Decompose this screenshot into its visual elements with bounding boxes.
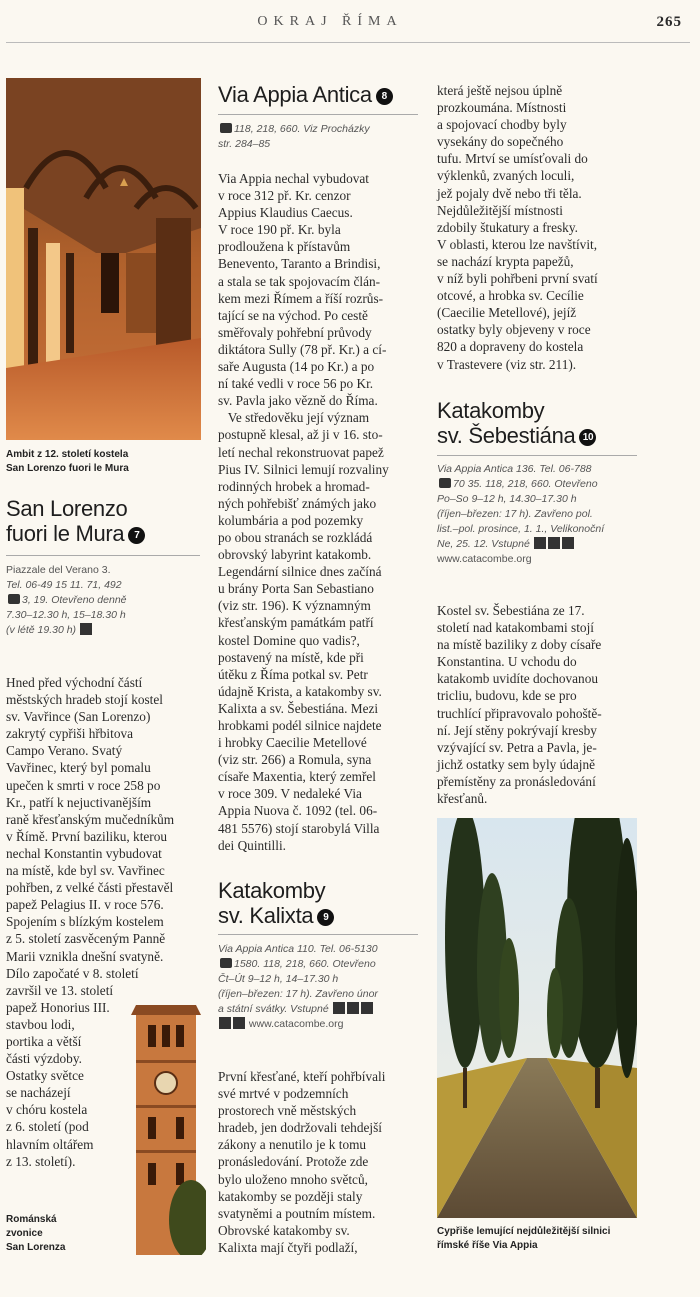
- title-line: sv. Šebestiána: [437, 423, 576, 448]
- text-line: Benevento, Taranto a Brindisi,: [218, 256, 381, 272]
- text-line: ných pohřebišť známých jako: [218, 495, 377, 511]
- info-line: Via Appia Antica 136. Tel. 06-788: [437, 463, 592, 475]
- text-line: Kostel sv. Šebestiána ze 17.: [437, 603, 585, 618]
- text-line: hradeb, jen dodržovali tehdejší: [218, 1120, 382, 1136]
- number-badge: 9: [317, 909, 334, 926]
- title-line: Via Appia Antica: [218, 82, 372, 107]
- info-line: (říjen–březen: 17 h). Zavřeno únor: [218, 988, 378, 1000]
- info-san-lorenzo: [6, 563, 202, 638]
- text-line: tající se na východ. Po cestě: [218, 307, 368, 323]
- text-line: portika a větší: [6, 1033, 82, 1049]
- text-line: postavený na místě, kde při: [218, 649, 364, 665]
- website-icon: [233, 1017, 245, 1029]
- bus-icon: [220, 123, 232, 133]
- header-rule: [6, 42, 690, 43]
- section-title-sebestiana: [437, 398, 647, 448]
- via-appia-cypress-photo: [437, 818, 637, 1218]
- text-line: V oblasti, kterou lze navštívit,: [437, 236, 598, 252]
- cloister-caption: [6, 448, 206, 476]
- text-line: z 6. století (pod: [6, 1119, 89, 1135]
- text-line: Konstantina. U vchodu do: [437, 654, 577, 670]
- text-line: Marii vznikla dnešní svatyně.: [6, 948, 164, 964]
- text-line: Hned před východní částí: [6, 675, 143, 690]
- shop-icon: [534, 537, 546, 549]
- caption-line: zvonice: [6, 1228, 43, 1239]
- text-line: postupně klesal, až ji v 16. sto-: [218, 427, 383, 443]
- text-line: jichž ostatky sem byly údajně: [437, 756, 596, 772]
- text-line: (Caecilie Metellové), jejíž: [437, 305, 577, 321]
- text-line: Kr., patří k nejuctivanějším: [6, 794, 152, 810]
- text-line: pohřben, z velké části přestavěl: [6, 880, 174, 896]
- no-photo-icon: [548, 537, 560, 549]
- info-line: 1580. 118, 218, 660. Otevřeno: [234, 958, 376, 970]
- text-line: Appius Klaudius Caecus.: [218, 205, 353, 221]
- text-line: stavbou lodi,: [6, 1016, 75, 1032]
- text-line: truchlící připravovalo pohoště-: [437, 705, 602, 721]
- text-line: po obou stranách se rozkládá: [218, 529, 373, 545]
- no-photo-icon: [347, 1002, 359, 1014]
- text-line: a stala se tak spojovacím člán-: [218, 273, 381, 289]
- caption-line: Ambit z 12. století kostela: [6, 449, 129, 460]
- text-line: 820 a dopraveny do kostela: [437, 339, 584, 355]
- title-line: Katakomby: [218, 878, 326, 903]
- text-line: části výzdoby.: [6, 1051, 82, 1067]
- text-line: z 13. století).: [6, 1153, 76, 1169]
- info-line: a státní svátky. Vstupné: [218, 1003, 329, 1015]
- guide-icon: [361, 1002, 373, 1014]
- text-line: Via Appia nechal vybudovat: [218, 171, 369, 186]
- text-line: na místě baziliky z doby císaře: [437, 637, 602, 653]
- info-line: Čt–Út 9–12 h, 14–17.30 h: [218, 973, 339, 985]
- text-line: směřovaly pohřební průvody: [218, 324, 372, 340]
- cafe-icon: [219, 1017, 231, 1029]
- text-line: ostatky byly objeveny v roce: [437, 322, 591, 338]
- text-line: se nachází krypta papežů,: [437, 253, 574, 269]
- text-line: z 5. století zasvěceným Panně: [6, 931, 166, 947]
- text-line: Ostatky světce: [6, 1068, 84, 1084]
- text-line: (viz str. 266) a Romula, syna: [218, 752, 372, 768]
- info-kalixta: [218, 942, 423, 1032]
- section-title-san-lorenzo: [6, 496, 201, 546]
- body-kalixta: [218, 1068, 423, 1256]
- title-line: Katakomby: [437, 398, 545, 423]
- info-line: (v létě 19.30 h): [6, 624, 77, 636]
- text-line: v roce 312 př. Kr. cenzor: [218, 188, 351, 204]
- text-line: hrobkami podél silnice najdete: [218, 718, 382, 733]
- number-badge: 7: [128, 527, 145, 544]
- text-line: První křesťané, kteří pohřbívali: [218, 1069, 386, 1084]
- body-kalixta-continued: [437, 82, 647, 373]
- bell-tower-photo: [126, 1005, 206, 1255]
- text-line: letí nechal rekonstruovat papež: [218, 444, 384, 460]
- info-line: 7.30–12.30 h, 15–18.30 h: [6, 609, 126, 621]
- text-line: obrovský labyrint katakomb.: [218, 547, 372, 563]
- text-line: završil ve 13. století: [6, 982, 114, 998]
- website-link[interactable]: www.catacombe.org: [248, 1018, 344, 1030]
- shop-icon: [333, 1002, 345, 1014]
- text-line: v Římě. První baziliku, kterou: [6, 828, 168, 844]
- text-line: údajně Krista, a katakomby sv.: [218, 683, 382, 699]
- text-line: katakomb uvidíte dochovanou: [437, 671, 599, 687]
- info-line: list.–pol. prosince, 1. 1., Velikonoční: [437, 523, 605, 535]
- cypress-caption: [437, 1225, 647, 1253]
- text-line: která ještě nejsou úplně: [437, 83, 563, 98]
- text-line: diktátora Sully (78 př. Kr.) a cí-: [218, 341, 387, 357]
- text-line: století nad katakombami stojí: [437, 620, 594, 636]
- text-line: přemístěny za pronásledování: [437, 773, 596, 789]
- text-line: kostel Domine quo vadis?,: [218, 632, 360, 648]
- text-line: (viz str. 196). K významným: [218, 598, 371, 614]
- text-line: V roce 190 př. Kr. byla: [218, 222, 341, 238]
- text-line: v roce 309. V nedaleké Via: [218, 786, 362, 802]
- text-line: zakrytý cypřiši hřbitova: [6, 726, 134, 742]
- text-line: sv. Pavla jako vězně do Říma.: [218, 393, 378, 409]
- text-line: Obrovské katakomby sv.: [218, 1222, 350, 1238]
- text-line: zákony a nenutilo je k tomu: [218, 1137, 367, 1153]
- caption-line: římské říše Via Appia: [437, 1240, 538, 1251]
- caption-line: Cypřiše lemující nejdůležitější silnici: [437, 1226, 611, 1237]
- text-line: ní také vedli v roce 56 po Kr.: [218, 376, 374, 392]
- info-via-appia: [218, 122, 418, 152]
- text-line: 481 5576) stojí starobylá Villa: [218, 820, 380, 836]
- body-sebestiana: [437, 602, 647, 807]
- number-badge: 8: [376, 88, 393, 105]
- info-line: 118, 218, 660. Viz Procházky: [234, 123, 370, 135]
- text-line: městských hradeb stojí kostel: [6, 692, 163, 708]
- info-line: (říjen–březen: 17 h). Zavřeno pol.: [437, 508, 593, 520]
- text-line: pronásledování. Protože zde: [218, 1154, 369, 1170]
- text-line: bylo uloženo mnoho světců,: [218, 1171, 368, 1187]
- info-line: Tel. 06-49 15 11. 71, 492: [6, 579, 122, 591]
- text-line: Spojením s blízkým kostelem: [6, 914, 164, 930]
- text-line: papež Pelagius II. v roce 576.: [6, 897, 164, 913]
- text-line: i hrobky Caecilie Metellové: [218, 735, 367, 751]
- text-line: vysekány do sopečného: [437, 134, 564, 150]
- website-link[interactable]: www.catacombe.org: [437, 553, 532, 565]
- text-line: křesťanů.: [437, 791, 488, 807]
- info-line: 3, 19. Otevřeno denně: [22, 594, 127, 606]
- text-line: upečen k smrti v roce 258 po: [6, 777, 161, 793]
- text-line: na místě, kde byl sv. Vavřinec: [6, 863, 165, 879]
- text-line: Kalixta mají čtyři podlaží,: [218, 1239, 358, 1255]
- text-line: v chóru kostela: [6, 1102, 88, 1118]
- text-line: Campo Verano. Svatý: [6, 743, 123, 759]
- text-line: papež Honorius III.: [6, 999, 110, 1015]
- text-line: se nacházejí: [6, 1085, 71, 1101]
- cloister-photo: [6, 78, 201, 440]
- text-line: dei Quintilli.: [218, 837, 286, 853]
- text-line: Ve středověku její význam: [218, 410, 370, 426]
- text-line: ní. Její stěny pokrývají kresby: [437, 722, 597, 738]
- text-line: otcové, a hrobka sv. Cecílie: [437, 288, 584, 304]
- text-line: raně křesťanským mučedníkům: [6, 811, 175, 827]
- text-line: Pius IV. Silnici lemují rozvaliny: [218, 461, 389, 477]
- text-line: Vavřinec, který byl pomalu: [6, 760, 151, 776]
- section-rule: [437, 455, 637, 456]
- number-badge: 10: [579, 429, 596, 446]
- wheelchair-icon: [80, 623, 92, 635]
- text-line: tricliu, budovu, kde se pro: [437, 688, 577, 704]
- text-line: útěku z Říma potkal sv. Petr: [218, 666, 368, 682]
- text-line: saře Augusta (14 po Kr.) a po: [218, 359, 375, 375]
- info-line: Via Appia Antica 110. Tel. 06-5130: [218, 943, 378, 955]
- bus-icon: [220, 958, 232, 968]
- text-line: katakomby se později staly: [218, 1188, 363, 1204]
- info-line: Ne, 25. 12. Vstupné: [437, 538, 530, 550]
- bell-tower-caption: [6, 1213, 116, 1255]
- text-line: Dílo započaté v 8. století: [6, 965, 139, 981]
- text-line: zdobily štukatury a fresky.: [437, 219, 578, 235]
- info-line: Po–So 9–12 h, 14.30–17.30 h: [437, 493, 577, 505]
- bus-icon: [8, 594, 20, 604]
- text-line: křesťanským památkám patří: [218, 615, 374, 631]
- text-line: hlavním oltářem: [6, 1136, 94, 1152]
- text-line: svatyněmi a poutním místem.: [218, 1205, 376, 1221]
- text-line: nechal Konstantin vybudovat: [6, 845, 162, 861]
- text-line: Legendární silnice dnes začíná: [218, 564, 382, 580]
- page-number: 265: [656, 14, 682, 30]
- text-line: vzývající sv. Petra a Pavla, je-: [437, 739, 597, 755]
- guide-icon: [562, 537, 574, 549]
- text-line: prozkoumána. Místnosti: [437, 100, 567, 116]
- text-line: u brány Porta San Sebastiano: [218, 581, 374, 597]
- running-header: OKRAJ ŘÍMA: [257, 14, 403, 29]
- title-line: fuori le Mura: [6, 521, 125, 546]
- caption-line: Románská: [6, 1214, 57, 1225]
- info-line: 70 35. 118, 218, 660. Otevřeno: [453, 478, 598, 490]
- text-line: tufu. Mrtví se umísťovali do: [437, 151, 588, 167]
- text-line: sv. Vavřince (San Lorenzo): [6, 709, 151, 725]
- title-line: San Lorenzo: [6, 496, 128, 521]
- text-line: kolumbária a pod pozemky: [218, 512, 364, 528]
- text-line: kem mezi Římem a říší rozrůs-: [218, 290, 384, 306]
- caption-line: San Lorenza: [6, 1242, 66, 1253]
- section-rule: [218, 934, 418, 935]
- body-via-appia: [218, 170, 423, 854]
- section-rule: [218, 114, 418, 115]
- text-line: Nejdůležitější místnosti: [437, 202, 563, 218]
- bus-icon: [439, 478, 451, 488]
- section-title-kalixta: [218, 878, 418, 928]
- title-line: sv. Kalixta: [218, 903, 314, 928]
- info-line: Piazzale del Verano 3.: [6, 564, 111, 576]
- text-line: Kalixta a sv. Šebestiána. Mezi: [218, 700, 379, 716]
- info-sebestiana: [437, 462, 647, 567]
- text-line: a spojovací chodby byly: [437, 117, 567, 133]
- text-line: prostorech vně městských: [218, 1103, 357, 1119]
- section-rule: [6, 555, 200, 556]
- info-line: str. 284–85: [218, 138, 271, 150]
- text-line: výklenků, zvaných loculi,: [437, 168, 575, 184]
- text-line: císaře Maxentia, který zemřel: [218, 769, 377, 785]
- text-line: své mrtvé v podzemních: [218, 1086, 349, 1102]
- text-line: v Trastevere (viz str. 211).: [437, 356, 577, 372]
- section-title-via-appia: [218, 82, 418, 107]
- text-line: prodloužena k přístavům: [218, 239, 351, 255]
- text-line: jež pojaly dvě nebo tři těla.: [437, 185, 582, 201]
- text-line: v níž byli pohřbeni první svatí: [437, 271, 598, 287]
- text-line: Appia Nuova č. 1092 (tel. 06-: [218, 803, 378, 819]
- text-line: rodinných hrobek a hromad-: [218, 478, 370, 494]
- caption-line: San Lorenzo fuori le Mura: [6, 463, 129, 474]
